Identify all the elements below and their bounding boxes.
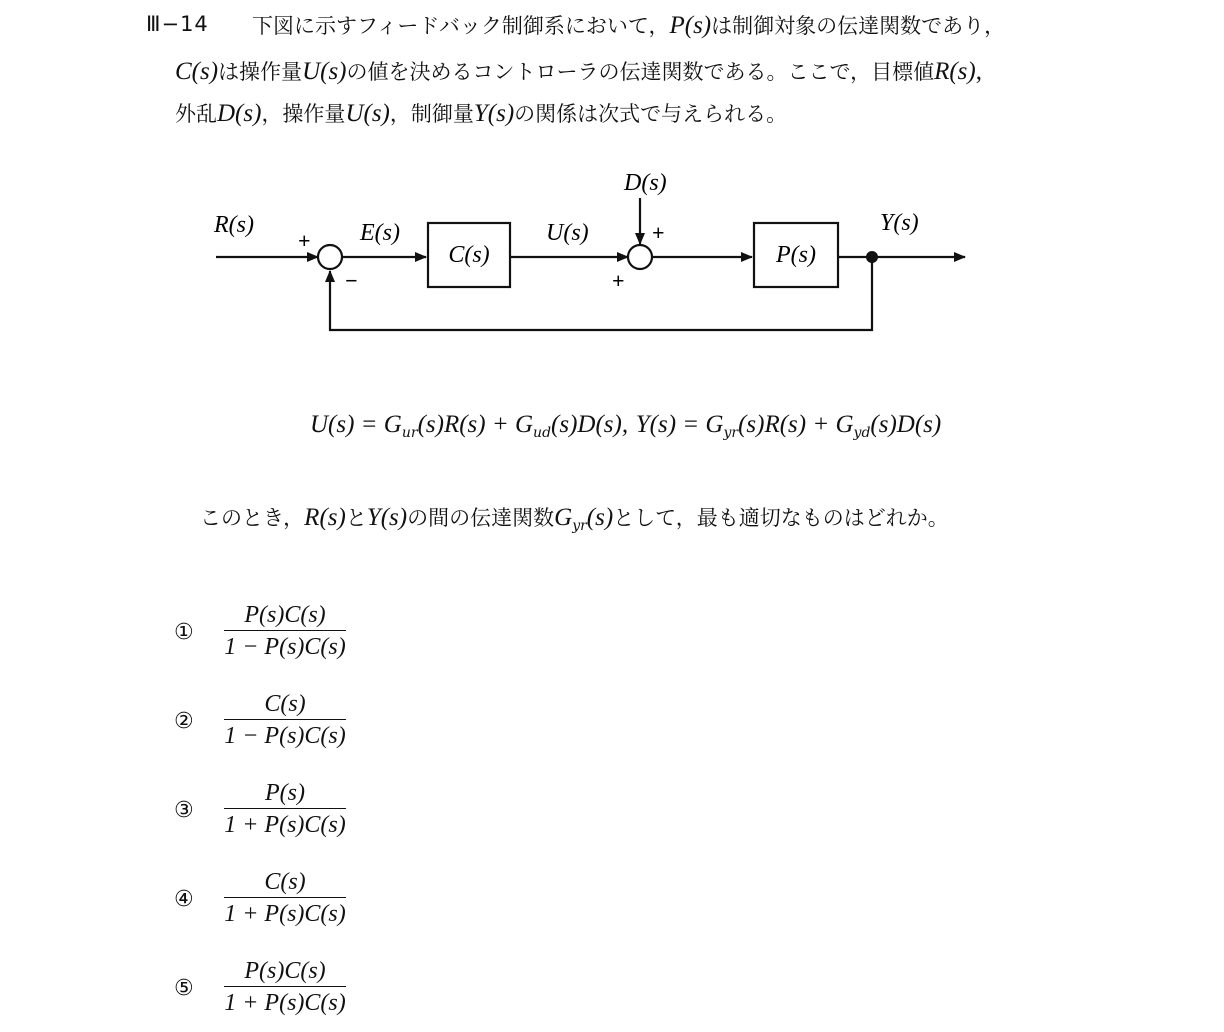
- choice-fraction: [224, 601, 346, 661]
- math-D: D(s): [217, 100, 262, 127]
- fraction-bar: [224, 986, 346, 987]
- question-text: の関係は次式で与えられる。: [514, 102, 788, 126]
- disturbance-label: D(s): [624, 170, 667, 196]
- denominator: 1 − P(s)C(s): [224, 723, 346, 749]
- fraction-bar: [224, 897, 346, 898]
- choice-fraction: [224, 957, 346, 1017]
- math-Y: Y(s): [473, 100, 515, 127]
- question-text: の間の伝達関数: [407, 506, 555, 530]
- control-label: U(s): [546, 220, 589, 246]
- math-U: U(s): [345, 100, 390, 127]
- question-text: は操作量: [218, 60, 303, 84]
- math-comma: ,: [975, 58, 982, 85]
- choice-fraction: [224, 690, 346, 750]
- question-text: ，操作量: [261, 102, 346, 126]
- question-text: 下図に示すフィードバック制御系において，: [252, 14, 670, 38]
- choice-fraction: [224, 868, 346, 928]
- question-text: と: [345, 506, 367, 530]
- sum1-minus-sign: −: [345, 268, 358, 293]
- choice-mark: ③: [174, 798, 194, 823]
- equation-part: (s)D(s),: [551, 411, 629, 438]
- math-U: U(s): [302, 58, 347, 85]
- question-number: Ⅲ−14: [146, 12, 209, 36]
- denominator: 1 − P(s)C(s): [224, 634, 346, 660]
- summing-junction-2: [628, 245, 652, 269]
- plant-label: P(s): [776, 242, 816, 268]
- math-arg: (s): [586, 504, 614, 531]
- question-ask: [200, 502, 949, 534]
- fraction-bar: [224, 719, 346, 720]
- output-label: Y(s): [880, 210, 919, 236]
- question-line-1: [252, 10, 1005, 40]
- sum1-plus-sign: +: [298, 228, 311, 253]
- summing-junction-1: [318, 245, 342, 269]
- question-line-3: [175, 98, 787, 128]
- equation-sub: yd: [853, 425, 871, 441]
- sum2-plus-top-sign: +: [652, 220, 665, 245]
- question-text: の値を決めるコントローラの伝達関数である。ここで，目標値: [346, 60, 935, 84]
- choice-mark: ④: [174, 887, 194, 912]
- numerator: C(s): [264, 691, 306, 717]
- equation-part: U(s) = G: [310, 411, 402, 438]
- question-text: として，最も適切なものはどれか。: [613, 506, 949, 530]
- fraction-bar: [224, 630, 346, 631]
- question-text: は制御対象の伝達関数であり，: [711, 14, 1006, 38]
- numerator: C(s): [264, 869, 306, 895]
- fraction-bar: [224, 808, 346, 809]
- math-R: R(s): [304, 504, 346, 531]
- numerator: P(s)C(s): [244, 958, 326, 984]
- math-Y: Y(s): [366, 504, 408, 531]
- sum2-plus-bottom-sign: +: [612, 268, 625, 293]
- controller-label: C(s): [448, 242, 490, 268]
- math-R: R(s): [934, 58, 976, 85]
- equation-sub: ud: [533, 425, 552, 441]
- math-sub: yr: [572, 518, 587, 534]
- block-diagram: [200, 160, 980, 345]
- choice-fraction: [224, 779, 346, 839]
- denominator: 1 + P(s)C(s): [224, 901, 346, 927]
- equation-part: (s)D(s): [870, 411, 942, 438]
- choice-mark: ⑤: [174, 976, 194, 1001]
- math-G: G: [554, 504, 573, 531]
- denominator: 1 + P(s)C(s): [224, 812, 346, 838]
- equation-part: Y(s) = G: [635, 411, 724, 438]
- equation-part: (s)R(s) + G: [738, 411, 854, 438]
- question-text: 外乱: [175, 102, 217, 126]
- math-P: P(s): [669, 12, 712, 39]
- choice-mark: ②: [174, 709, 194, 734]
- math-C: C(s): [175, 58, 219, 85]
- question-text: このとき，: [200, 506, 305, 530]
- numerator: P(s)C(s): [244, 602, 326, 628]
- equation-sub: yr: [723, 425, 739, 441]
- equation-sub: ur: [401, 425, 418, 441]
- input-label: R(s): [214, 212, 254, 238]
- error-label: E(s): [360, 220, 400, 246]
- transfer-equation: [310, 410, 941, 441]
- numerator: P(s): [265, 780, 305, 806]
- denominator: 1 + P(s)C(s): [224, 990, 346, 1016]
- question-line-2: [175, 56, 982, 86]
- question-text: ，制御量: [389, 102, 474, 126]
- choice-mark: ①: [174, 620, 194, 645]
- equation-part: (s)R(s) + G: [417, 411, 534, 438]
